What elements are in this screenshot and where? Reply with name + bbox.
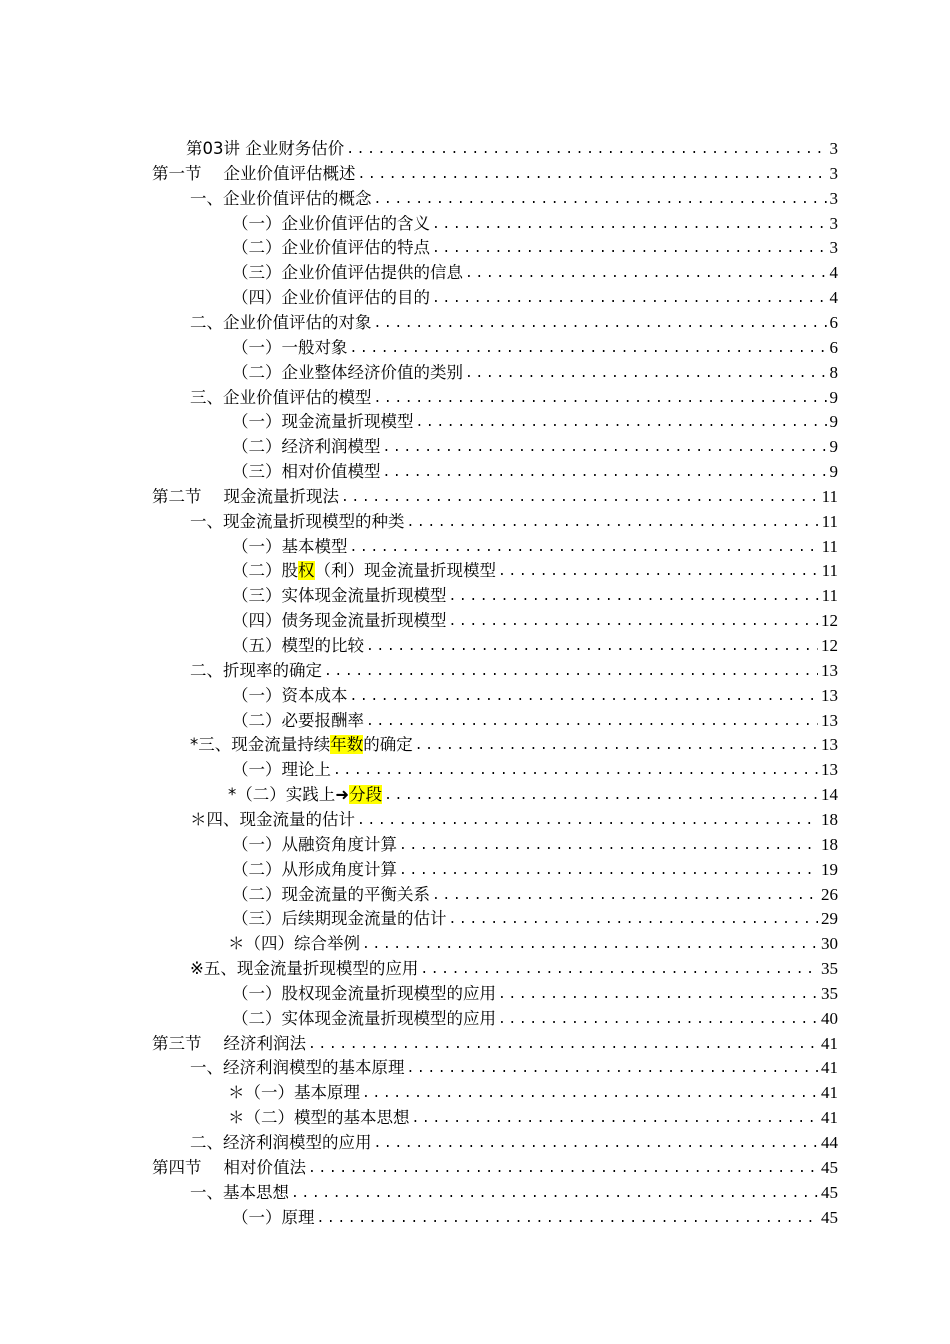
toc-entry[interactable] [228, 781, 838, 805]
toc-entry[interactable] [232, 533, 838, 557]
toc-title-text: （四）企业价值评估的目的 [232, 288, 430, 308]
dot-leader [498, 1011, 818, 1029]
dot-leader [308, 1160, 818, 1178]
toc-section-number: 第四节 [152, 1157, 202, 1177]
toc-page-number: 35 [821, 983, 838, 1003]
toc-title-text: 一、现金流量折现模型的种类 [190, 511, 405, 531]
toc-entry[interactable] [190, 731, 838, 755]
toc-entry[interactable] [232, 881, 838, 905]
toc-entry[interactable] [228, 1079, 838, 1103]
dot-leader [384, 787, 818, 805]
toc-page-number: 11 [821, 561, 838, 581]
toc-title-text: （利）现金流量折现模型 [314, 561, 496, 581]
toc-entry[interactable] [232, 856, 838, 880]
dot-leader [449, 588, 819, 606]
toc-title-text: （二）实体现金流量折现模型的应用 [232, 1008, 496, 1028]
toc-entry-title [190, 959, 418, 979]
toc-title-text: 二、折现率的确定 [190, 660, 322, 680]
toc-title-text: （一）现金流量折现模型 [232, 412, 414, 432]
dot-leader [308, 1036, 818, 1054]
toc-entry[interactable] [232, 210, 838, 234]
toc-page-number: 18 [821, 809, 838, 829]
dot-leader [420, 961, 818, 979]
toc-page-number: 12 [821, 636, 838, 655]
toc-title-text: *（二）实践上➜ [228, 785, 350, 805]
toc-entry-title [232, 214, 430, 234]
dot-leader [346, 141, 826, 159]
toc-entry-title [190, 661, 322, 681]
toc-entry[interactable] [228, 1104, 838, 1128]
toc-entry[interactable] [232, 582, 838, 606]
dot-leader [374, 315, 827, 333]
toc-entry-title [190, 735, 413, 755]
toc-title-text: （二）企业价值评估的特点 [232, 238, 430, 258]
toc-entry[interactable] [190, 508, 838, 532]
toc-entry-title [232, 909, 447, 929]
toc-entry[interactable] [232, 259, 838, 283]
toc-section-number: 第三节 [152, 1033, 202, 1053]
toc-page-number: 3 [829, 238, 838, 258]
toc-section-number: 第一节 [152, 163, 202, 183]
toc-entry-title [190, 313, 372, 333]
toc-title-text: （三）后续期现金流量的估计 [232, 909, 447, 929]
toc-entry[interactable] [232, 334, 838, 358]
toc-entry-title [186, 139, 344, 159]
toc-entry-title [152, 164, 356, 184]
toc-entry[interactable] [232, 557, 838, 581]
dot-leader [374, 390, 827, 408]
toc-entry-title [152, 1158, 306, 1178]
toc-entry[interactable] [232, 607, 838, 631]
toc-page-number: 4 [829, 288, 838, 308]
toc-entry[interactable] [232, 831, 838, 855]
toc-entry[interactable] [232, 756, 838, 780]
toc-entry-title [232, 561, 496, 581]
dot-leader [416, 414, 827, 432]
dot-leader [357, 812, 818, 830]
dot-leader [366, 638, 818, 656]
toc-page-number: 11 [821, 586, 838, 606]
toc-title-text: （一）资本成本 [232, 685, 348, 705]
dot-leader [399, 862, 818, 880]
toc-page-number: 35 [821, 959, 838, 979]
toc-entry-title [232, 860, 397, 880]
dot-leader [374, 1135, 819, 1153]
toc-page-number: 41 [821, 1033, 838, 1053]
toc-page-number: 18 [821, 834, 838, 854]
toc-entry-title [228, 934, 360, 954]
toc-entry-title [152, 487, 339, 507]
dot-leader [324, 663, 818, 681]
toc-entry-title [232, 586, 447, 606]
toc-page-number: 3 [829, 139, 838, 158]
toc-page-number: 19 [821, 859, 838, 879]
toc-entry[interactable] [232, 682, 838, 706]
dot-leader [407, 514, 819, 532]
toc-entry[interactable] [190, 1054, 838, 1078]
toc-entry-title [190, 388, 372, 408]
toc-entry-title [232, 686, 348, 706]
toc-entry-title [190, 512, 405, 532]
toc-entry-title [232, 537, 348, 557]
toc-entry-title [228, 1108, 410, 1128]
toc-entry-title [190, 1183, 289, 1203]
dot-leader [366, 713, 818, 731]
dot-leader [358, 166, 827, 184]
toc-entry[interactable] [232, 359, 838, 383]
toc-title-text: ※五、现金流量折现模型的应用 [190, 959, 419, 979]
toc-entry[interactable] [232, 1204, 838, 1228]
dot-leader [333, 762, 818, 780]
toc-entry[interactable] [232, 905, 838, 929]
toc-page-number: 8 [829, 362, 838, 382]
toc-page-number: 11 [821, 486, 838, 506]
toc-page-number: 13 [821, 735, 838, 755]
dot-leader [498, 563, 819, 581]
toc-page-number: 3 [829, 213, 838, 233]
toc-page-number: 41 [821, 1058, 838, 1078]
toc-title-text: （二）企业整体经济价值的类别 [232, 362, 463, 382]
toc-entry[interactable] [186, 135, 838, 159]
toc-entry[interactable] [152, 1154, 838, 1178]
toc-page-number: 11 [821, 536, 838, 556]
dot-leader [350, 688, 819, 706]
toc-page-number: 13 [821, 710, 838, 730]
highlighted-text: 权 [298, 561, 315, 581]
toc-title-text: 现金流量折现法 [223, 486, 339, 506]
toc-entry[interactable] [232, 234, 838, 258]
toc-entry[interactable] [232, 707, 838, 731]
toc-title-text: （二）现金流量的平衡关系 [232, 884, 430, 904]
toc-entry-title [232, 835, 397, 855]
toc-title-text: 相对价值法 [223, 1157, 306, 1177]
toc-page-number: 40 [821, 1008, 838, 1028]
toc-entry[interactable] [152, 1030, 838, 1054]
dot-leader [449, 911, 819, 929]
toc-title-text: （二）经济利润模型 [232, 437, 381, 457]
toc-title-text: （一）理论上 [232, 760, 331, 780]
highlighted-text: 年数 [330, 735, 364, 755]
toc-entry-title [228, 785, 382, 805]
toc-title-text: （一）从融资角度计算 [232, 834, 397, 854]
toc-section-number: 第二节 [152, 486, 202, 506]
toc-title-text: 一、企业价值评估的概念 [190, 188, 372, 208]
toc-page-number: 29 [821, 909, 838, 929]
toc-entry-title [232, 437, 381, 457]
dot-leader [350, 539, 819, 557]
toc-entry-title [232, 288, 430, 308]
toc-title-text: 二、经济利润模型的应用 [190, 1133, 372, 1152]
toc-title-text: （二）股 [232, 561, 298, 581]
toc-entry[interactable] [152, 160, 838, 184]
toc-entry-title [232, 885, 430, 905]
toc-entry[interactable] [190, 384, 838, 408]
toc-entry-title [190, 810, 355, 830]
toc-entry[interactable] [232, 458, 838, 482]
toc-page-number: 12 [821, 611, 838, 631]
toc-page-number: 3 [829, 188, 838, 208]
toc-title-text: 三、企业价值评估的模型 [190, 387, 372, 407]
toc-entry-title [232, 338, 348, 358]
toc-entry[interactable] [232, 284, 838, 308]
toc-title-text: 的确定 [363, 735, 413, 755]
toc-page-number: 26 [821, 884, 838, 904]
toc-entry-title [152, 1034, 306, 1054]
toc-page-number: 30 [821, 934, 838, 954]
toc-entry-title [232, 363, 463, 383]
toc-entry-title [232, 1009, 496, 1029]
toc-title-text: *三、现金流量持续 [190, 735, 331, 755]
toc-page-number: 45 [821, 1157, 838, 1177]
dot-leader [350, 340, 827, 358]
toc-entry-title [228, 1083, 360, 1103]
toc-title-text: 二、企业价值评估的对象 [190, 312, 372, 332]
toc-entry-title [232, 238, 430, 258]
toc-title-text: ＊（二）模型的基本思想 [228, 1108, 410, 1128]
toc-page-number: 13 [821, 660, 838, 680]
toc-title-text: 一、经济利润模型的基本原理 [190, 1058, 405, 1078]
toc-entry[interactable] [232, 433, 838, 457]
toc-entry-title [232, 263, 463, 283]
toc-title-text: 经济利润法 [223, 1033, 306, 1053]
toc-entry[interactable] [190, 309, 838, 333]
dot-leader [432, 887, 818, 905]
toc-entry[interactable] [190, 657, 838, 681]
toc-entry-title [232, 984, 496, 1004]
toc-page-number: 14 [821, 785, 838, 805]
toc-title-text: ＊（四）综合举例 [228, 934, 360, 954]
dot-leader [374, 191, 827, 209]
toc-title-text: （三）实体现金流量折现模型 [232, 586, 447, 606]
toc-title-text: （一）原理 [232, 1207, 315, 1227]
dot-leader [362, 1085, 818, 1103]
toc-title-text: （一）企业价值评估的含义 [232, 213, 430, 233]
toc-title-text: （三）企业价值评估提供的信息 [232, 263, 463, 283]
toc-title-text: （三）相对价值模型 [232, 462, 381, 482]
toc-page-number: 44 [821, 1133, 838, 1152]
toc-entry-title [190, 1133, 372, 1153]
toc-title-text: （四）债务现金流量折现模型 [232, 611, 447, 631]
toc-page-number: 45 [821, 1182, 838, 1202]
dot-leader [383, 439, 827, 457]
toc-page-number: 45 [821, 1207, 838, 1227]
toc-page-number: 4 [829, 263, 838, 283]
toc-entry-title [190, 1058, 405, 1078]
toc-page-number: 9 [829, 387, 838, 407]
dot-leader [412, 1110, 819, 1128]
dot-leader [407, 1060, 819, 1078]
toc-page-number: 9 [829, 412, 838, 432]
dot-leader [432, 240, 827, 258]
toc-entry[interactable] [190, 955, 838, 979]
toc-page-number: 41 [821, 1108, 838, 1128]
toc-entry-title [190, 189, 372, 209]
toc-title-text: （一）一般对象 [232, 337, 348, 357]
toc-entry[interactable] [232, 980, 838, 1004]
toc-page-number: 9 [829, 462, 838, 482]
dot-leader [383, 464, 827, 482]
dot-leader [291, 1185, 818, 1203]
dot-leader [415, 737, 818, 755]
dot-leader [362, 936, 818, 954]
dot-leader [465, 265, 827, 283]
toc-page-number: 6 [829, 337, 838, 357]
dot-leader [432, 216, 827, 234]
toc-title-text: （一）股权现金流量折现模型的应用 [232, 983, 496, 1003]
toc-title-text: 第03讲 企业财务估价 [186, 139, 345, 158]
toc-entry[interactable] [190, 1129, 838, 1153]
toc-entry-title [232, 711, 364, 731]
toc-entry[interactable] [232, 1005, 838, 1029]
toc-page-number: 6 [829, 312, 838, 332]
toc-entry[interactable] [190, 806, 838, 830]
toc-entry-title [232, 760, 331, 780]
toc-entry[interactable] [190, 185, 838, 209]
toc-title-text: （二）从形成角度计算 [232, 859, 397, 879]
toc-page-number: 3 [829, 163, 838, 183]
toc-title-text: 企业价值评估概述 [223, 163, 356, 183]
toc-entry[interactable] [232, 408, 838, 432]
toc-title-text: （一）基本模型 [232, 536, 348, 556]
dot-leader [432, 290, 827, 308]
toc-entry[interactable] [232, 632, 838, 656]
toc-entry-title [232, 412, 414, 432]
toc-page-number: 11 [821, 511, 838, 531]
toc-entry-title [232, 611, 447, 631]
dot-leader [341, 489, 819, 507]
toc-page-number: 13 [821, 760, 838, 780]
toc-title-text: ＊四、现金流量的估计 [190, 809, 355, 829]
dot-leader [317, 1210, 819, 1228]
toc-entry-title [232, 636, 364, 656]
dot-leader [399, 837, 818, 855]
highlighted-text: 分段 [349, 785, 383, 805]
toc-title-text: 一、基本思想 [190, 1182, 289, 1202]
toc-entry[interactable] [228, 930, 838, 954]
toc-title-text: （二）必要报酬率 [232, 710, 364, 730]
toc-title-text: （五）模型的比较 [232, 636, 364, 655]
toc-entry-title [232, 1208, 315, 1228]
dot-leader [465, 365, 827, 383]
toc-entry[interactable] [152, 483, 838, 507]
toc-page-number: 13 [821, 685, 838, 705]
dot-leader [449, 613, 819, 631]
toc-entry-title [232, 462, 381, 482]
toc-entry[interactable] [190, 1179, 838, 1203]
toc-title-text: ＊（一）基本原理 [228, 1083, 360, 1103]
toc-page-number: 41 [821, 1083, 838, 1103]
toc-page-number: 9 [829, 437, 838, 457]
dot-leader [498, 986, 818, 1004]
